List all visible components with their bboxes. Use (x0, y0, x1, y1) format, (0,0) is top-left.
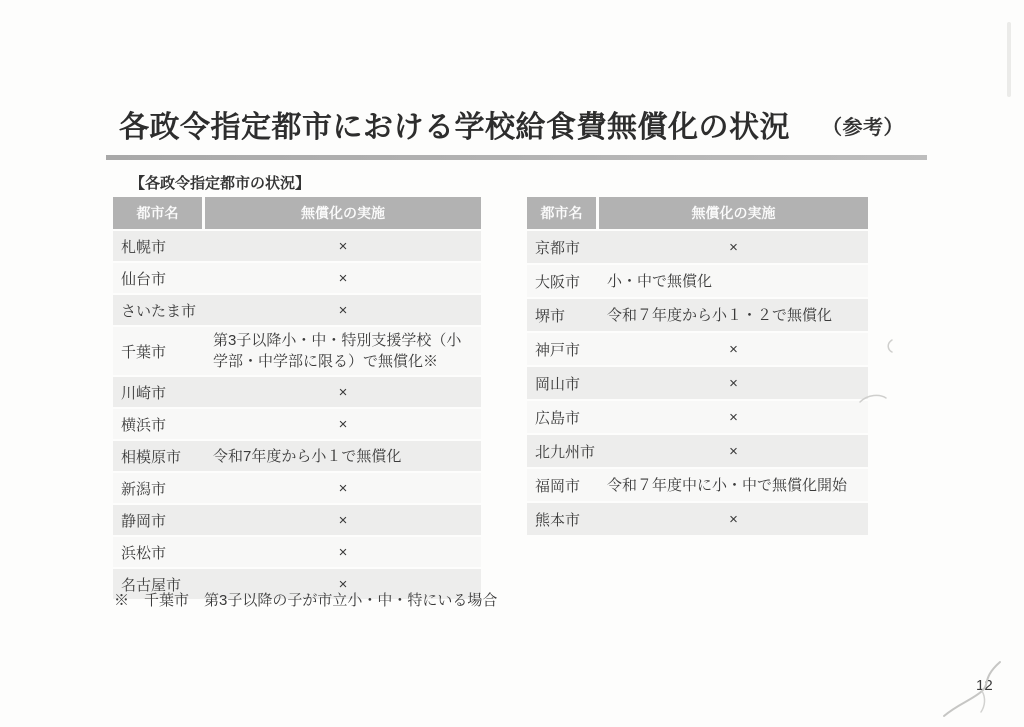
table-row (527, 299, 868, 331)
city-name-cell: 熊本市 (535, 511, 581, 529)
city-name-cell: さいたま市 (121, 302, 197, 320)
table-row (527, 231, 868, 263)
status-cell: 小・中で無償化 (607, 272, 713, 290)
city-name-cell: 堺市 (535, 307, 566, 325)
table-row (527, 333, 868, 365)
status-cell: × (338, 479, 348, 497)
column-header-status: 無償化の実施 (691, 205, 776, 221)
city-name-cell: 北九州市 (535, 443, 596, 461)
section-label: 【各政令指定都市の状況】 (130, 175, 311, 192)
table-row (113, 409, 481, 439)
status-cell: × (338, 301, 348, 319)
status-cell: × (729, 238, 738, 256)
city-name-cell: 横浜市 (121, 416, 167, 434)
table-row (113, 231, 481, 261)
status-cell: × (338, 269, 348, 287)
city-name-cell: 川崎市 (121, 384, 167, 402)
table-row (527, 401, 868, 433)
status-cell: × (729, 442, 738, 460)
scan-artifact-curve (938, 658, 1008, 720)
status-cell: × (338, 237, 348, 255)
city-name-cell: 新潟市 (121, 480, 167, 498)
city-name-cell: 大阪市 (535, 273, 581, 291)
table-row (113, 441, 481, 471)
status-cell: 令和７年度から小１・２で無償化 (607, 306, 833, 324)
table-row (113, 537, 481, 567)
table-row (113, 263, 481, 293)
table-row (527, 503, 868, 535)
table-row (527, 367, 868, 399)
column-header-status: 無償化の実施 (301, 205, 385, 221)
city-name-cell: 広島市 (535, 409, 581, 427)
city-name-cell: 千葉市 (121, 343, 167, 361)
table-row (527, 469, 868, 501)
city-name-cell: 相模原市 (121, 448, 182, 466)
city-name-cell: 仙台市 (121, 270, 167, 288)
table-row (527, 435, 868, 467)
status-cell: × (729, 374, 738, 392)
column-header-city: 都市名 (113, 197, 205, 229)
page-title (119, 102, 904, 146)
city-name-cell: 浜松市 (121, 544, 167, 562)
table-row (113, 327, 481, 375)
city-name-cell: 神戸市 (535, 341, 581, 359)
table-row (113, 505, 481, 535)
scan-artifact-streak (1007, 22, 1011, 97)
table-body (527, 231, 868, 535)
title-underline-rule (106, 155, 927, 160)
table-designated-cities-left (113, 197, 481, 601)
column-header-city: 都市名 (527, 197, 599, 229)
status-cell: × (338, 383, 348, 401)
status-cell: × (338, 415, 348, 433)
status-cell: × (729, 510, 738, 528)
table-row (113, 377, 481, 407)
table-row (527, 265, 868, 297)
status-cell: × (338, 575, 348, 593)
status-cell: × (729, 340, 738, 358)
table-body (113, 231, 481, 599)
title-reference-label: （参考） (822, 117, 904, 139)
table-row (113, 295, 481, 325)
status-cell: 第3子以降小・中・特別支援学校（小学部・中学部に限る）で無償化※ (213, 332, 462, 370)
table-designated-cities-right (527, 197, 868, 537)
city-name-cell: 福岡市 (535, 477, 581, 495)
status-cell: 令和７年度中に小・中で無償化開始 (607, 476, 848, 494)
table-header-row (527, 197, 868, 229)
status-cell: 令和7年度から小１で無償化 (213, 447, 402, 465)
status-cell: × (338, 543, 348, 561)
city-name-cell: 名古屋市 (121, 576, 182, 594)
status-cell: × (338, 511, 348, 529)
city-name-cell: 岡山市 (535, 375, 581, 393)
footnote: ※ 千葉市 第3子以降の子が市立小・中・特にいる場合 (114, 592, 498, 609)
page-title-text: 各政令指定都市における学校給食費無償化の状況 (119, 111, 790, 144)
city-name-cell: 札幌市 (121, 238, 167, 256)
status-cell: × (729, 408, 738, 426)
table-row (113, 473, 481, 503)
city-name-cell: 京都市 (535, 239, 581, 257)
table-header-row (113, 197, 481, 229)
page-number: 12 (976, 677, 993, 694)
city-name-cell: 静岡市 (121, 512, 167, 530)
